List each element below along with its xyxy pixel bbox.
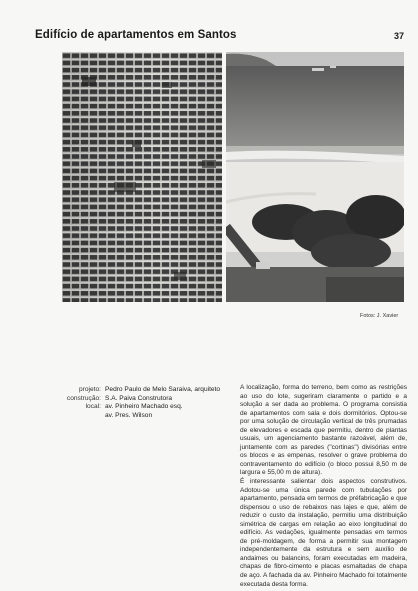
building-facade-photo	[62, 52, 222, 302]
project-info-label	[55, 412, 105, 421]
project-info-value: av. Pres. Wilson	[105, 411, 153, 419]
body-paragraph: É interessante salientar dois aspectos construtivos. Adotou-se uma única parede com tubulações por apartamento, pensada em termos de préfabricação e que dispensou o uso de rebaixos nas lajes e que, além de reduzir o custo da instalação, permitiu uma distribuição simétrica de cargas em relação ao eixo longitudinal do edifício. As vedações, igualmente pensadas em termos de pré-moldagem, de forma a permitir sua montagem independentemente da estrutura e sem auxílio de andaimes ou balancins, foram executadas em madeira, chapas de fibro-cimento e placas esmaltadas de chapa de aço. A fachada da av. Pinheiro Machado foi totalmente executada desta forma.	[240, 478, 407, 588]
beach-ocean-photo	[226, 52, 404, 302]
page-number: 37	[394, 31, 405, 41]
project-info-value: S.A. Paiva Construtora	[105, 394, 173, 402]
photo-credit: Fotos: J. Xavier	[360, 313, 399, 319]
project-info-label: local:	[85, 403, 101, 411]
project-info-value: Pedro Paulo de Melo Saraiva, arquiteto	[105, 386, 221, 393]
project-info-value: av. Pinheiro Machado esq.	[105, 403, 183, 411]
project-info-label: construção:	[66, 394, 101, 402]
page-title: Edifício de apartamentos em Santos	[35, 29, 237, 41]
body-paragraph: A localização, forma do terreno, bem como as restrições ao uso do lote, sugeriram claramente o partido e a solução a ser dada ao problema. O programa consistia de apartamentos com sala e dois dormitórios. Optou-se por uma solução de circulação vertical de três prumadas de elevadores e escada que permitiu, dentro de plantas usuais, um agenciamento bastante razoável, além de, juntamente com as paredes ("cortinas") divisórias entre os blocos e as empenas, resolver o grave problema do contraventamento do edifício (o bloco possui 8,50 m de largura e 55,00 m de altura).	[240, 384, 407, 477]
project-info-label: projeto:	[79, 386, 101, 393]
body-text	[240, 384, 407, 589]
